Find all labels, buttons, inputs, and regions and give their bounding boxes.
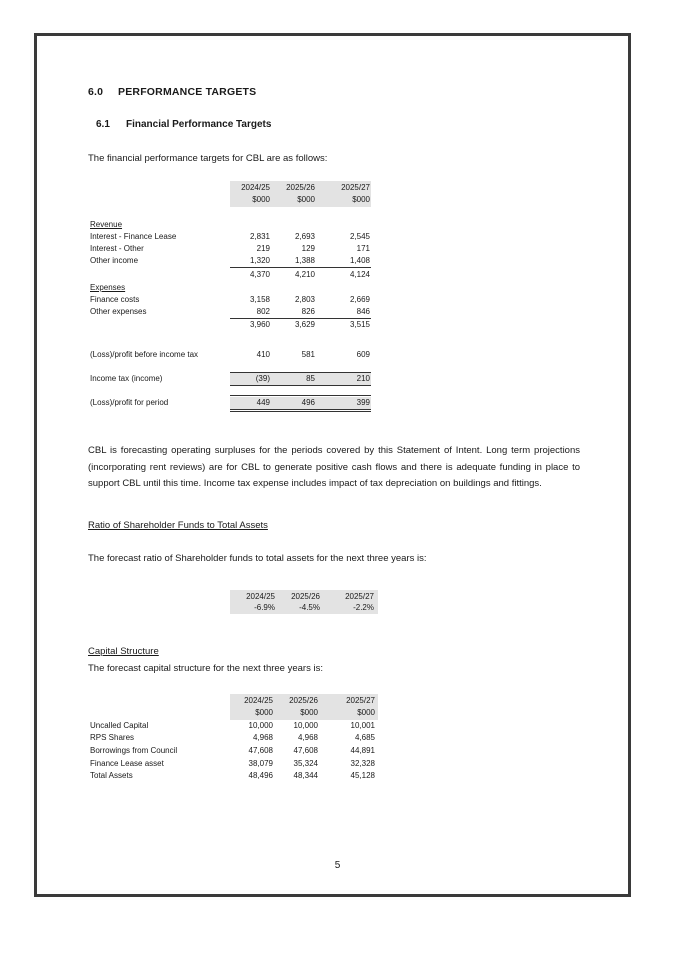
- row-label: Other expenses: [90, 307, 147, 316]
- capital-row-value: 48,344: [293, 771, 318, 780]
- profit-double-rule: [230, 411, 371, 412]
- ratio-year: 2024/25: [246, 592, 275, 601]
- subsection-number: 6.1: [96, 119, 110, 130]
- row-value: 826: [301, 307, 315, 316]
- profit-bottom-rule: [230, 409, 371, 410]
- revenue-heading: Revenue: [90, 220, 123, 229]
- row-label: Interest - Finance Lease: [90, 232, 177, 241]
- ratio-value: -4.5%: [299, 603, 320, 612]
- capital-row-label: RPS Shares: [90, 733, 135, 742]
- capital-row-label: Borrowings from Council: [90, 746, 178, 755]
- row-value: 129: [301, 244, 315, 253]
- ratio-year: 2025/26: [291, 592, 320, 601]
- capital-row-value: 47,608: [248, 746, 273, 755]
- tax-bottom-rule: [230, 385, 371, 386]
- subtotal-rule: [230, 318, 371, 319]
- capital-year: 2024/25: [244, 696, 273, 705]
- income-tax-value: 85: [306, 374, 315, 383]
- capital-row-label: Finance Lease asset: [90, 759, 164, 768]
- capital-unit: $000: [357, 708, 375, 717]
- profit-before-tax-value: 609: [356, 350, 370, 359]
- intro-text: The financial performance targets for CBL are as follows:: [88, 153, 328, 164]
- capital-row-value: 35,324: [293, 759, 318, 768]
- ratio-heading: Ratio of Shareholder Funds to Total Assets: [88, 520, 268, 531]
- capital-heading: Capital Structure: [88, 646, 159, 657]
- subsection-heading: [96, 119, 271, 130]
- profit-period-value: 449: [256, 398, 270, 407]
- profit-top-rule: [230, 395, 371, 396]
- capital-year: 2025/27: [346, 696, 375, 705]
- row-label: Finance costs: [90, 295, 140, 304]
- capital-year: 2025/26: [289, 696, 318, 705]
- profit-period-value: 496: [301, 398, 315, 407]
- capital-row-value: 10,000: [248, 721, 273, 730]
- tax-top-rule: [230, 372, 371, 373]
- row-value: 846: [356, 307, 370, 316]
- revenue-total: 4,370: [249, 270, 270, 279]
- ratio-value: -2.2%: [353, 603, 374, 612]
- capital-row-label: Uncalled Capital: [90, 721, 149, 730]
- capital-row-value: 47,608: [293, 746, 318, 755]
- capital-text: The forecast capital structure for the next three years is:: [88, 663, 323, 674]
- fin-year-1: 2024/25: [241, 183, 270, 192]
- section-number: 6.0: [88, 86, 104, 98]
- row-value: 2,669: [349, 295, 370, 304]
- capital-row-value: 38,079: [248, 759, 273, 768]
- expenses-total: 3,960: [249, 320, 270, 329]
- income-tax-value: 210: [356, 374, 370, 383]
- row-label: Interest - Other: [90, 244, 144, 253]
- expenses-total: 3,515: [349, 320, 370, 329]
- row-value: 2,803: [294, 295, 315, 304]
- row-label: Other income: [90, 256, 139, 265]
- profit-period-value: 399: [356, 398, 370, 407]
- fin-unit-1: $000: [252, 195, 270, 204]
- capital-unit: $000: [300, 708, 318, 717]
- capital-row-value: 45,128: [350, 771, 375, 780]
- subsection-title: Financial Performance Targets: [126, 119, 272, 130]
- income-tax-value: (39): [255, 374, 270, 383]
- row-value: 171: [356, 244, 370, 253]
- row-value: 1,388: [294, 256, 315, 265]
- revenue-total: 4,210: [294, 270, 315, 279]
- row-value: 2,545: [349, 232, 370, 241]
- row-value: 3,158: [249, 295, 270, 304]
- capital-row-value: 10,000: [293, 721, 318, 730]
- capital-row-value: 48,496: [248, 771, 273, 780]
- subtotal-rule: [230, 267, 371, 268]
- fin-year-2: 2025/26: [286, 183, 315, 192]
- row-value: 2,831: [249, 232, 270, 241]
- profit-before-tax-value: 581: [301, 350, 315, 359]
- row-value: 802: [256, 307, 270, 316]
- row-value: 219: [256, 244, 270, 253]
- profit-period-label: (Loss)/profit for period: [90, 398, 169, 407]
- capital-row-value: 4,968: [252, 733, 273, 742]
- fin-year-3: 2025/27: [341, 183, 370, 192]
- profit-before-tax-value: 410: [256, 350, 270, 359]
- row-value: 1,320: [249, 256, 270, 265]
- income-tax-label: Income tax (income): [90, 374, 163, 383]
- section-title: PERFORMANCE TARGETS: [118, 86, 257, 98]
- capital-row-value: 44,891: [350, 746, 375, 755]
- capital-row-value: 32,328: [350, 759, 375, 768]
- forecast-paragraph: CBL is forecasting operating surpluses for the periods covered by this Statement of Intent. Long term projections (incorporating rent reviews) are for CBL to generate positive cash flows and there is adequate funding in place to support CBL until this time. Income tax expense includes impact of tax depreciation on buildings and fittings.: [88, 445, 580, 489]
- capital-unit: $000: [255, 708, 273, 717]
- capital-row-value: 10,001: [350, 721, 375, 730]
- fin-unit-2: $000: [297, 195, 315, 204]
- row-value: 2,693: [294, 232, 315, 241]
- capital-row-value: 4,968: [297, 733, 318, 742]
- capital-row-value: 4,685: [354, 733, 375, 742]
- expenses-heading: Expenses: [90, 283, 126, 292]
- fin-unit-3: $000: [352, 195, 370, 204]
- profit-before-tax-label: (Loss)/profit before income tax: [90, 350, 199, 359]
- expenses-total: 3,629: [294, 320, 315, 329]
- ratio-value: -6.9%: [254, 603, 275, 612]
- page-number: 5: [334, 860, 341, 871]
- capital-row-label: Total Assets: [90, 771, 133, 780]
- row-value: 1,408: [349, 256, 370, 265]
- section-heading: [88, 86, 256, 98]
- ratio-text: The forecast ratio of Shareholder funds to total assets for the next three years is:: [88, 553, 427, 564]
- revenue-total: 4,124: [349, 270, 370, 279]
- ratio-year: 2025/27: [345, 592, 374, 601]
